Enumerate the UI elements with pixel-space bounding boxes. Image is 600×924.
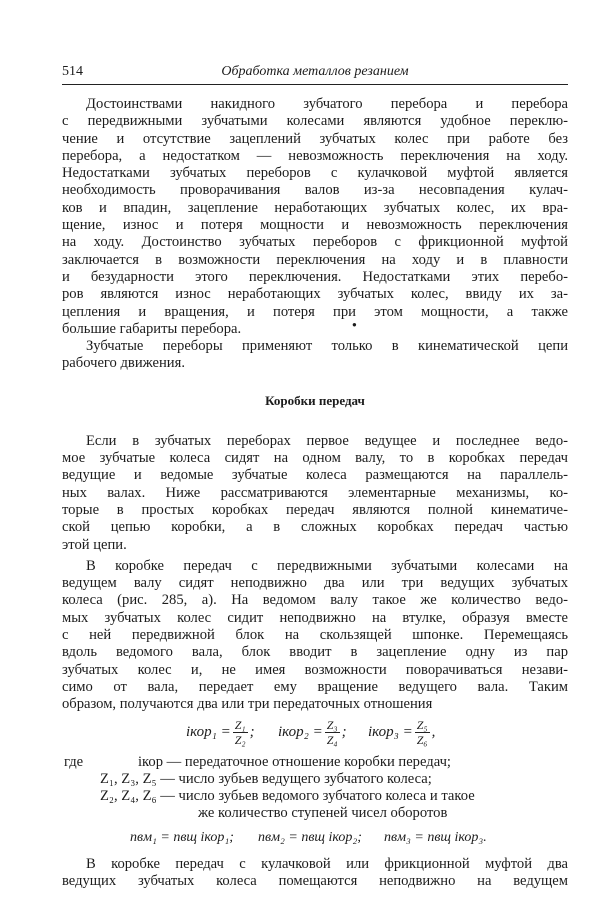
stray-mark: ● — [352, 320, 357, 329]
definition-row: iкор — передаточное отношение коробки передач; — [138, 753, 451, 770]
text-line: вдоль ведомого вала, блок вводит в зацепление одну из пар — [62, 644, 568, 661]
speed-2: nвм₂ = nвщ iкор₂; — [258, 829, 362, 845]
text-line: симо от вала, передает ему вращение ведущего вала. Таким — [62, 678, 568, 695]
text-line: большие габариты перебора. — [62, 320, 242, 337]
gear-ratio-formula — [62, 714, 568, 754]
body-text — [62, 96, 568, 890]
ratio-2 — [278, 718, 347, 747]
fraction — [415, 718, 430, 747]
ratio-lhs: iкор₁ = — [186, 723, 231, 740]
text-line: перебора, а недостатком — невозможность переключения на ходу. — [62, 147, 568, 164]
text-line: ведущих зубчатых колеса помещаются неподвижно на ведущем — [62, 872, 568, 889]
text-line: Если в зубчатых переборах первое ведущее и последнее ведо- — [86, 432, 568, 449]
text-line: колеса (рис. 285, а). На ведомом валу такое же количество ведо- — [62, 592, 568, 609]
text-line: рабочего движения. — [62, 355, 185, 372]
text-line: щение, износ и потеря мощности и невозможность переключения — [62, 217, 568, 234]
page-number: 514 — [62, 64, 83, 79]
text-line: этой цепи. — [62, 536, 127, 553]
separator: ; — [249, 723, 255, 740]
text-line: ведущем валу сидят неподвижно два или три ведущих зубчатых — [62, 575, 568, 592]
separator: , — [431, 723, 436, 740]
text-line: В коробке передач с кулачковой или фрикционной муфтой два — [86, 855, 568, 872]
ratio-lhs: iкор₃ = — [368, 723, 413, 740]
numerator: Z₁ — [234, 717, 246, 732]
paragraph-clutch — [62, 856, 568, 891]
text-line: цепления и вращения, и потеря при этом мощности, а также — [62, 303, 568, 320]
denominator: Z₄ — [326, 732, 338, 747]
definition-row: Z₂, Z₄, Z₆ — число зубьев ведомого зубчатого колеса и такое — [100, 787, 475, 804]
text-line: заключается в возможности переключения на ходу и в плавности — [62, 251, 568, 268]
paragraph-usage — [62, 338, 568, 373]
fraction — [233, 718, 248, 747]
running-title: Обработка металлов резанием — [221, 64, 409, 79]
text-line: ров являются износ неработающих зубчатых колес, ввиду их за- — [62, 286, 568, 303]
ratio-1 — [186, 718, 255, 747]
text-line: Достоинствами накидного зубчатого перебора и перебора — [86, 96, 568, 112]
speed-3: nвм₃ = nвщ iкор₃. — [384, 829, 487, 845]
text-line: ской цепью коробки, а в сложных коробках передач частью — [62, 519, 568, 536]
text-line: с передвижными зубчатыми колесами являются удобное переклю- — [62, 113, 568, 130]
separator: ; — [341, 723, 347, 740]
text-line: мых зубчатых колес сидит неподвижно на втулке, образуя вместе — [62, 609, 568, 626]
text-line: необходимость проворачивания валов из-за несовпадения кулач- — [62, 182, 568, 199]
page-header — [62, 62, 568, 85]
text-line: ных валах. Ниже рассматриваются элементарные механизмы, ко- — [62, 484, 568, 501]
where-label: где — [64, 753, 84, 770]
numerator: Z₅ — [416, 717, 428, 732]
text-line: торые в простых коробках передач являются полной кинематиче- — [62, 501, 568, 518]
paragraph-sliding-gears — [62, 558, 568, 714]
speed-1: nвм₁ = nвщ iкор₁; — [130, 829, 234, 845]
speed-formula — [62, 826, 568, 856]
text-line: и безударности этого переключения. Недостатками этих перебо- — [62, 268, 568, 285]
text-line: Зубчатые переборы применяют только в кинематической цепи — [86, 338, 568, 355]
text-line: чение и отсутствие зацеплений зубчатых колес при работе без — [62, 130, 568, 147]
definition-row: Z₁, Z₃, Z₅ — число зубьев ведущего зубчатого колеса; — [100, 770, 432, 787]
text-line: ков и впадин, зацепление неработающих зубчатых колес, их вра- — [62, 199, 568, 216]
text-line: ведущие и ведомые зубчатые колеса размещаются на параллель- — [62, 467, 568, 484]
section-title: Коробки передач — [265, 392, 365, 408]
text-line: Недостатками зубчатых переборов с кулачковой муфтой является — [62, 165, 568, 182]
text-line: с ней передвижной блок на скользящей шпонке. Перемещаясь — [62, 627, 568, 644]
variable-definitions — [62, 754, 568, 826]
ratio-3 — [368, 718, 435, 747]
text-line: на ходу. Достоинство зубчатых переборов с фрикционной муфтой — [62, 234, 568, 251]
denominator: Z₆ — [416, 732, 428, 747]
text-line: мое зубчатые колеса сидят на одном валу, то в коробках передач — [62, 450, 568, 467]
paragraph-advantages — [62, 96, 568, 338]
numerator: Z₃ — [326, 717, 338, 732]
definition-row: же количество ступеней чисел оборотов — [198, 804, 448, 821]
text-line: образом, получаются два или три передаточных отношения — [62, 696, 433, 713]
denominator: Z₂ — [234, 732, 246, 747]
paragraph-gearboxes-intro — [62, 433, 568, 554]
text-line: зубчатых колес и, не имея возможности поворачиваться незави- — [62, 661, 568, 678]
text-line: В коробке передач с передвижными зубчатыми колесами на — [86, 557, 568, 574]
ratio-lhs: iкор₂ = — [278, 723, 323, 740]
fraction — [325, 718, 340, 747]
